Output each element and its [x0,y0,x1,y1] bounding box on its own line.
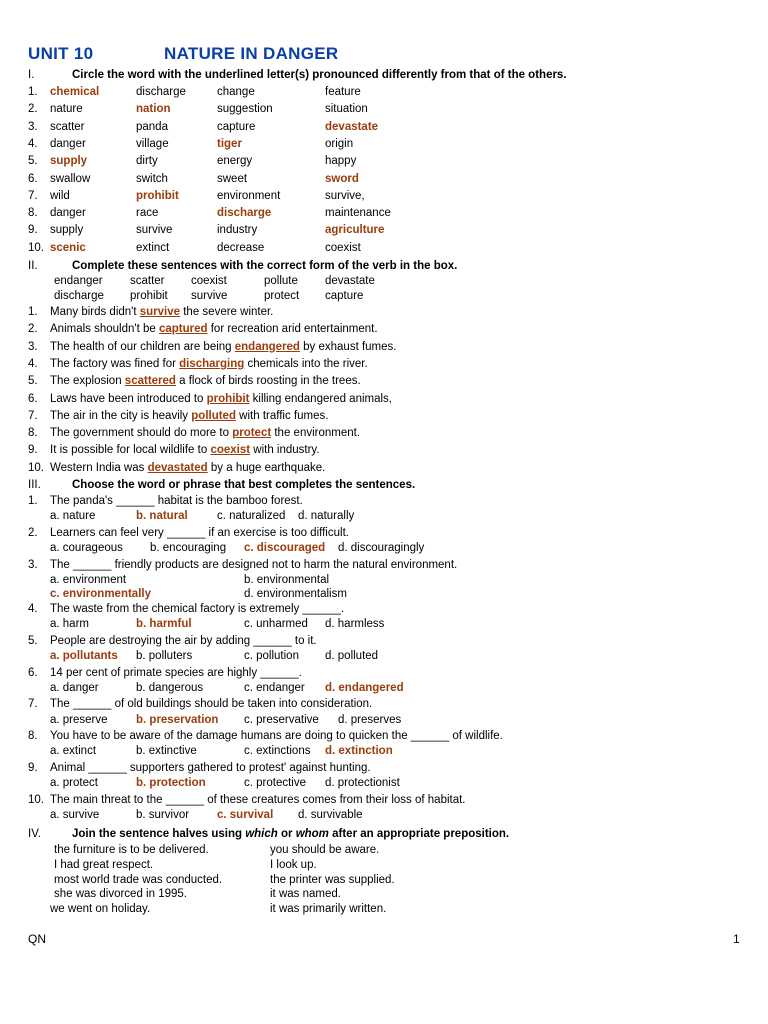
answer-option: d. harmless [325,618,385,631]
word-option: capture [217,120,256,133]
item-number: 2. [28,323,38,336]
answer-option: c. endanger [244,681,305,694]
word-option: prohibit [136,189,179,202]
answer-option: b. environmental [244,573,330,586]
word-option: discharge [136,86,186,98]
item-number: 4. [28,357,38,370]
answer-option: d. naturally [298,510,355,523]
word-option: tiger [217,137,242,150]
sentence-text [50,425,360,441]
answer-option: d. protectionist [325,777,400,790]
answer-option: b. natural [136,510,188,523]
fill-in-sentence [0,339,768,355]
answer-word: devastated [147,461,208,474]
sentence-after: a flock of birds roosting in the trees. [175,375,361,388]
word-option: village [136,137,169,150]
sentence-after: with industry. [250,444,320,457]
word-box-item: endanger [54,275,103,287]
answer-option: a. protect [50,777,98,790]
pronunciation-item [0,188,768,204]
answer-option: d. endangered [325,681,404,694]
fill-in-sentence [0,442,768,458]
item-number: 8. [28,730,38,743]
item-number: 8. [28,427,38,440]
sentence-halves-row [0,842,768,858]
answer-word: polluted [191,409,236,422]
answer-word: survive [139,306,181,318]
question-text: The ______ of old buildings should be taken into consideration. [50,698,373,711]
instruction-part: Join the sentence halves using [72,828,246,840]
answer-option: b. preservation [136,713,219,726]
sentence-text [50,304,273,320]
sentence-halves-row [0,886,768,902]
word-option: suggestion [217,103,273,116]
item-number: 1. [28,495,38,507]
item-number: 1. [28,306,38,318]
word-option: change [217,86,255,98]
word-box-item: devastate [325,275,375,287]
answer-option: c. preservative [244,713,319,726]
word-box-item: coexist [191,275,227,287]
sentence-text [50,339,396,355]
pronunciation-item [0,119,768,135]
fill-in-sentence [0,321,768,337]
answer-option: a. pollutants [50,650,118,662]
word-option: discharge [217,207,272,220]
instruction-part: which [245,828,278,840]
item-number: 7. [28,698,38,711]
answer-option: d. preserves [338,713,402,726]
item-number: 6. [28,172,38,185]
pronunciation-item [0,222,768,238]
item-number: 9. [28,761,38,774]
sentence-halves-row [0,857,768,873]
word-option: panda [136,120,168,133]
sentence-before: Animals shouldn't be [50,323,159,336]
item-number: 2. [28,526,38,539]
word-option: sweet [217,172,248,185]
item-number: 2. [28,103,38,116]
item-number: 10. [28,793,44,806]
item-number: 5. [28,155,38,168]
answer-option: d. discouragingly [338,542,425,555]
sentence-after: with traffic fumes. [235,409,329,422]
answer-options [0,540,768,556]
answer-options [0,712,768,728]
answer-option: c. protective [244,777,306,790]
instruction-part: or [277,828,296,840]
sentence-before: It is possible for local wildlife to [50,444,211,457]
first-half: I had great respect. [54,858,154,871]
question-text: You have to be aware of the damage humans are doing to quicken the ______ of wildlife. [50,730,503,743]
word-option: race [136,207,159,220]
fill-in-sentence [0,391,768,407]
word-option: situation [325,103,368,116]
answer-option: c. pollution [244,650,299,662]
fill-in-sentence [0,304,768,320]
item-number: 4. [28,137,38,150]
sentence-before: The air in the city is heavily [50,409,192,422]
item-number: 8. [28,207,38,220]
sentence-before: Many birds didn't [50,306,140,318]
word-option: scatter [50,120,85,133]
sentence-before: Laws have been introduced to [50,392,207,405]
question-text: The main threat to the ______ of these creatures comes from their loss of habitat. [50,793,466,806]
item-number: 7. [28,409,38,422]
pronunciation-item [0,153,768,169]
page-number: 1 [733,932,740,946]
word-option: sword [325,172,359,185]
section-heading [0,258,768,274]
item-number: 9. [28,444,38,457]
second-half: you should be aware. [270,844,380,856]
fill-in-sentence [0,460,768,476]
second-half: the printer was supplied. [270,873,395,886]
question-text: Learners can feel very ______ if an exercise is too difficult. [50,526,349,539]
question-item [0,696,768,712]
sentence-text [50,373,361,389]
sentence-before: The government should do more to [50,427,233,440]
section-instruction: Choose the word or phrase that best completes the sentences. [72,479,416,491]
fill-in-sentence [0,425,768,441]
word-option: feature [325,86,361,98]
fill-in-sentence [0,373,768,389]
section-number: I. [28,69,35,81]
item-number: 10. [28,241,44,254]
question-item [0,792,768,808]
answer-options [0,680,768,696]
sentence-text [50,460,325,476]
answer-option: d. survivable [298,809,363,821]
answer-option: a. danger [50,681,99,694]
answer-option: a. preserve [50,713,108,726]
question-item [0,525,768,541]
question-text: 14 per cent of primate species are highly ______. [50,666,302,679]
word-box-row [0,288,768,304]
sentence-before: The explosion [50,375,125,388]
pronunciation-item [0,240,768,256]
question-item [0,728,768,744]
section-number: III. [28,479,41,491]
answer-option: b. extinctive [136,745,197,758]
answer-options [0,743,768,759]
sentence-halves-row [0,901,768,917]
answer-option: c. environmentally [50,588,151,601]
answer-option: c. discouraged [244,542,326,555]
sentence-before: Western India was [50,461,148,474]
question-text: Animal ______ supporters gathered to protest' against hunting. [50,761,371,774]
item-number: 3. [28,120,38,133]
answer-option: d. environmentalism [244,588,347,601]
sentence-text [50,442,320,458]
section-instruction: Complete these sentences with the correct form of the verb in the box. [72,260,458,272]
word-option: switch [136,172,168,185]
word-option: coexist [325,241,361,254]
sentence-text [50,321,378,337]
item-number: 3. [28,340,38,353]
answer-option: b. encouraging [150,542,227,555]
word-option: extinct [136,241,170,254]
answer-option: a. nature [50,510,96,523]
answer-option: a. extinct [50,745,97,758]
sentence-text [50,356,368,372]
word-option: happy [325,155,357,168]
word-box-item: prohibit [130,289,168,302]
word-option: survive, [325,189,365,202]
instruction-part: whom [295,828,329,840]
answer-options [0,807,768,823]
word-option: supply [50,155,88,168]
word-box-item: scatter [130,275,165,287]
word-option: devastate [325,120,379,133]
sentence-text [50,408,328,424]
page-title [28,44,339,64]
answer-option: b. dangerous [136,681,204,694]
section-instruction: Circle the word with the underlined letter(s) pronounced differently from that of the others. [72,69,567,81]
word-option: industry [217,224,258,237]
unit-topic: NATURE IN DANGER [164,44,339,63]
answer-option: c. survival [217,809,274,821]
item-number: 6. [28,392,38,405]
word-option: dirty [136,155,158,168]
section-heading [0,826,768,842]
sentence-after: by a huge earthquake. [207,461,326,474]
word-box-item: survive [191,289,228,302]
item-number: 5. [28,634,38,647]
question-item [0,601,768,617]
word-box-item: protect [264,289,300,302]
word-option: wild [50,189,70,202]
answer-option: b. protection [136,777,206,790]
footer-label: QN [28,932,46,946]
pronunciation-item [0,171,768,187]
word-option: survive [136,224,173,237]
answer-option: a. harm [50,618,89,631]
sentence-after: the severe winter. [180,306,274,318]
word-box-item: pollute [264,275,298,287]
pronunciation-item [0,101,768,117]
pronunciation-item [0,84,768,100]
sentence-after: the environment. [271,427,361,440]
item-number: 5. [28,375,38,388]
section-instruction [72,826,509,842]
word-option: maintenance [325,207,391,220]
word-option: chemical [50,86,100,98]
question-text: People are destroying the air by adding ______ to it. [50,634,317,647]
sentence-halves-row [0,872,768,888]
word-option: nation [136,103,171,116]
question-item [0,665,768,681]
item-number: 1. [28,86,38,98]
unit-label: UNIT 10 [28,44,94,63]
answer-word: coexist [210,444,251,457]
item-number: 4. [28,602,38,615]
item-number: 3. [28,558,38,571]
answer-option: d. polluted [325,650,379,662]
first-half: we went on holiday. [50,903,151,916]
fill-in-sentence [0,408,768,424]
first-half: the furniture is to be delivered. [54,844,209,856]
answer-options [0,648,768,664]
question-text: The waste from the chemical factory is extremely ______. [50,602,345,615]
question-item [0,493,768,509]
question-item [0,633,768,649]
item-number: 7. [28,189,38,202]
sentence-after: for recreation arid entertainment. [207,323,378,336]
first-half: most world trade was conducted. [54,873,223,886]
answer-word: protect [232,427,272,440]
word-box-item: discharge [54,289,104,302]
question-text: The panda's ______ habitat is the bamboo forest. [50,495,303,507]
fill-in-sentence [0,356,768,372]
word-option: environment [217,189,281,202]
question-item [0,557,768,573]
sentence-text [50,391,392,407]
question-item [0,760,768,776]
word-option: origin [325,137,354,150]
answer-word: discharging [179,357,245,370]
sentence-before: The factory was fined for [50,357,180,370]
word-option: supply [50,224,84,237]
answer-option: b. polluters [136,650,193,662]
first-half: she was divorced in 1995. [54,888,187,901]
word-option: nature [50,103,83,116]
word-option: energy [217,155,253,168]
second-half: it was primarily written. [270,903,387,916]
section-number: II. [28,260,38,272]
section-heading [0,477,768,493]
section-number: IV. [28,828,42,840]
answer-options [0,775,768,791]
item-number: 6. [28,666,38,679]
word-option: swallow [50,172,91,185]
word-option: agriculture [325,224,385,237]
sentence-before: The health of our children are being [50,340,235,353]
answer-option: c. extinctions [244,745,311,758]
second-half: it was named. [270,888,341,901]
section-heading [0,67,768,83]
word-option: danger [50,137,86,150]
answer-option: a. environment [50,573,127,586]
second-half: I look up. [270,858,317,871]
answer-option: c. naturalized [217,510,286,523]
item-number: 10. [28,461,44,474]
sentence-after: by exhaust fumes. [299,340,397,353]
word-option: scenic [50,241,86,254]
pronunciation-item [0,136,768,152]
answer-option: a. survive [50,809,100,821]
pronunciation-item [0,205,768,221]
answer-option: d. extinction [325,745,393,758]
answer-option: b. survivor [136,809,190,821]
answer-option: b. harmful [136,618,192,631]
sentence-after: chemicals into the river. [244,357,368,370]
answer-word: endangered [234,340,300,353]
answer-word: scattered [124,375,176,388]
answer-option: c. unharmed [244,618,308,631]
answer-word: prohibit [206,392,250,405]
sentence-after: killing endangered animals, [249,392,392,405]
answer-option: a. courageous [50,542,123,555]
answer-options [0,508,768,524]
word-box-item: capture [325,289,364,302]
instruction-part: after an appropriate preposition. [328,828,510,840]
answer-word: captured [158,323,208,336]
question-text: The ______ friendly products are designed not to harm the natural environment. [50,558,458,571]
item-number: 9. [28,224,38,237]
word-option: danger [50,207,86,220]
answer-options [0,616,768,632]
word-option: decrease [217,241,265,254]
